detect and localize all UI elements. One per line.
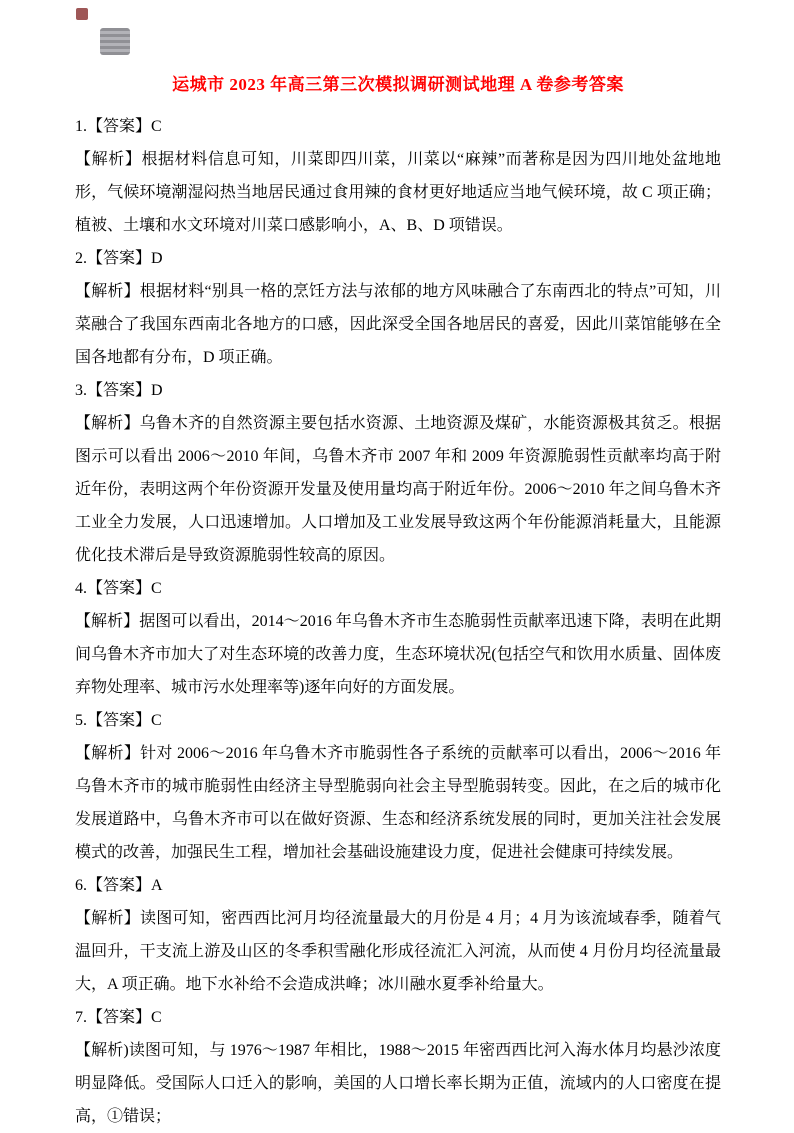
analysis-paragraph: 【解析】针对 2006～2016 年乌鲁木齐市脆弱性各子系统的贡献率可以看出，2006～2016 年乌鲁木齐市的城市脆弱性由经济主导型脆弱向社会主导型脆弱转变。因此，在之后的城市化发展道路中，乌鲁木齐市可以在做好资源、生态和经济系统发展的同时，更加关注社会发展模式的改善，加强民生工程，增加社会基础设施建设力度，促进社会健康可持续发展。: [75, 745, 721, 861]
answer-line: 6.【答案】A: [75, 877, 163, 894]
question-5-block: [75, 704, 721, 869]
analysis-paragraph: 【解析】根据材料信息可知，川菜即四川菜，川菜以“麻辣”而著称是因为四川地处盆地地形，气候环境潮湿闷热当地居民通过食用辣的食材更好地适应当地气候环境，故 C 项正确；植被、土壤和水文环境对川菜口感影响小，A、B、D 项错误。: [75, 151, 721, 234]
answer-line: 1.【答案】C: [75, 118, 162, 135]
analysis-paragraph: 【解析】据图可以看出，2014～2016 年乌鲁木齐市生态脆弱性贡献率迅速下降，表明在此期间乌鲁木齐市加大了对生态环境的改善力度，生态环境状况(包括空气和饮用水质量、固体废弃物处理率、城市污水处理率等)逐年向好的方面发展。: [75, 613, 721, 696]
analysis-paragraph: 【解析】乌鲁木齐的自然资源主要包括水资源、土地资源及煤矿，水能资源极其贫乏。根据图示可以看出 2006～2010 年间，乌鲁木齐市 2007 年和 2009 年资源脆弱性贡献率均高于附近年份，表明这两个年份资源开发量及使用量均高于附近年份。2006～2010 年之间乌鲁木齐工业全力发展，人口迅速增加。人口增加及工业发展导致这两个年份能源消耗量大，且能源优化技术滞后是导致资源脆弱性较高的原因。: [75, 415, 721, 564]
answer-line: 4.【答案】C: [75, 580, 162, 597]
page-title: 运城市 2023 年高三第三次模拟调研测试地理 A 卷参考答案: [172, 75, 624, 94]
analysis-paragraph: 【解析)读图可知，与 1976～1987 年相比，1988～2015 年密西西比河入海水体月均悬沙浓度明显降低。受国际人口迁入的影响，美国的人口增长率长期为正值，流域内的人口密度在提高，①错误；: [75, 1042, 721, 1125]
stamp-fragment-icon: [76, 8, 88, 20]
question-4-block: [75, 572, 721, 704]
question-3-block: [75, 374, 721, 572]
answer-line: 3.【答案】D: [75, 382, 163, 399]
document-page: [75, 72, 721, 1133]
analysis-paragraph: 【解析】根据材料“别具一格的烹饪方法与浓郁的地方风味融合了东南西北的特点”可知，川菜融合了我国东西南北各地方的口感，因此深受全国各地居民的喜爱，因此川菜馆能够在全国各地都有分布，D 项正确。: [75, 283, 721, 366]
answer-line: 5.【答案】C: [75, 712, 162, 729]
question-2-block: [75, 242, 721, 374]
question-1-block: [75, 110, 721, 242]
stamp-fragment-icon: [100, 28, 130, 55]
answer-line: 7.【答案】C: [75, 1009, 162, 1026]
question-6-block: [75, 869, 721, 1001]
answer-line: 2.【答案】D: [75, 250, 163, 267]
question-7-block: [75, 1001, 721, 1133]
analysis-paragraph: 【解析】读图可知，密西西比河月均径流量最大的月份是 4 月；4 月为该流域春季，随着气温回升，干支流上游及山区的冬季积雪融化形成径流汇入河流，从而使 4 月份月均径流量最大，A 项正确。地下水补给不会造成洪峰；冰川融水夏季补给量大。: [75, 910, 721, 993]
page-corner-stamps: [74, 6, 134, 58]
